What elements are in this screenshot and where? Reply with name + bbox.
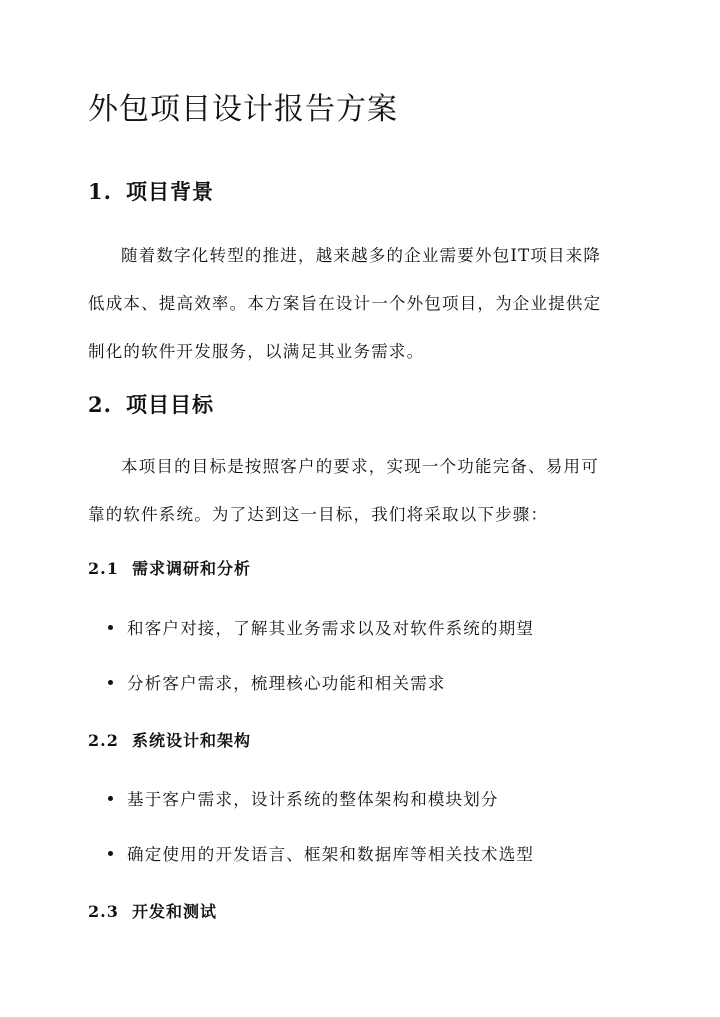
list-item <box>108 670 446 694</box>
subsection-title: 系统设计和架构 <box>132 731 252 750</box>
subsection-heading-design <box>88 728 251 751</box>
subsection-title: 开发和测试 <box>132 902 218 921</box>
section-heading-background <box>88 176 214 206</box>
bullet-icon <box>108 680 113 685</box>
paragraph-line: 随着数字化转型的推进，越来越多的企业需要外包IT项目来降 <box>121 246 602 265</box>
list-item <box>108 615 534 639</box>
section-number: 2. <box>88 392 112 417</box>
bullet-icon <box>108 851 113 856</box>
paragraph-line: 本项目的目标是按照客户的要求，实现一个功能完备、易用可 <box>121 457 599 476</box>
list-item-text: 确定使用的开发语言、框架和数据库等相关技术选型 <box>127 845 535 864</box>
subsection-number: 2.2 <box>88 731 119 750</box>
subsection-title: 需求调研和分析 <box>132 559 252 578</box>
list-item <box>108 786 499 810</box>
section-title: 项目背景 <box>126 179 214 204</box>
list-item-text: 分析客户需求，梳理核心功能和相关需求 <box>127 674 446 693</box>
bullet-icon <box>108 796 113 801</box>
subsection-number: 2.1 <box>88 559 119 578</box>
bullet-icon <box>108 625 113 630</box>
document-title: 外包项目设计报告方案 <box>88 92 398 127</box>
section-heading-goals <box>88 389 214 419</box>
section-number: 1. <box>88 179 112 204</box>
paragraph-line: 低成本、提高效率。本方案旨在设计一个外包项目，为企业提供定 <box>88 294 602 313</box>
subsection-heading-requirements <box>88 556 251 579</box>
section-paragraph-background <box>88 232 633 376</box>
section-paragraph-goals <box>88 443 633 539</box>
subsection-heading-dev-test <box>88 899 217 922</box>
subsection-number: 2.3 <box>88 902 119 921</box>
list-item <box>108 841 534 865</box>
paragraph-line: 靠的软件系统。为了达到这一目标，我们将采取以下步骤： <box>88 505 549 524</box>
section-title: 项目目标 <box>126 392 214 417</box>
paragraph-line: 制化的软件开发服务，以满足其业务需求。 <box>88 342 425 361</box>
list-item-text: 基于客户需求，设计系统的整体架构和模块划分 <box>127 790 499 809</box>
list-item-text: 和客户对接，了解其业务需求以及对软件系统的期望 <box>127 619 535 638</box>
